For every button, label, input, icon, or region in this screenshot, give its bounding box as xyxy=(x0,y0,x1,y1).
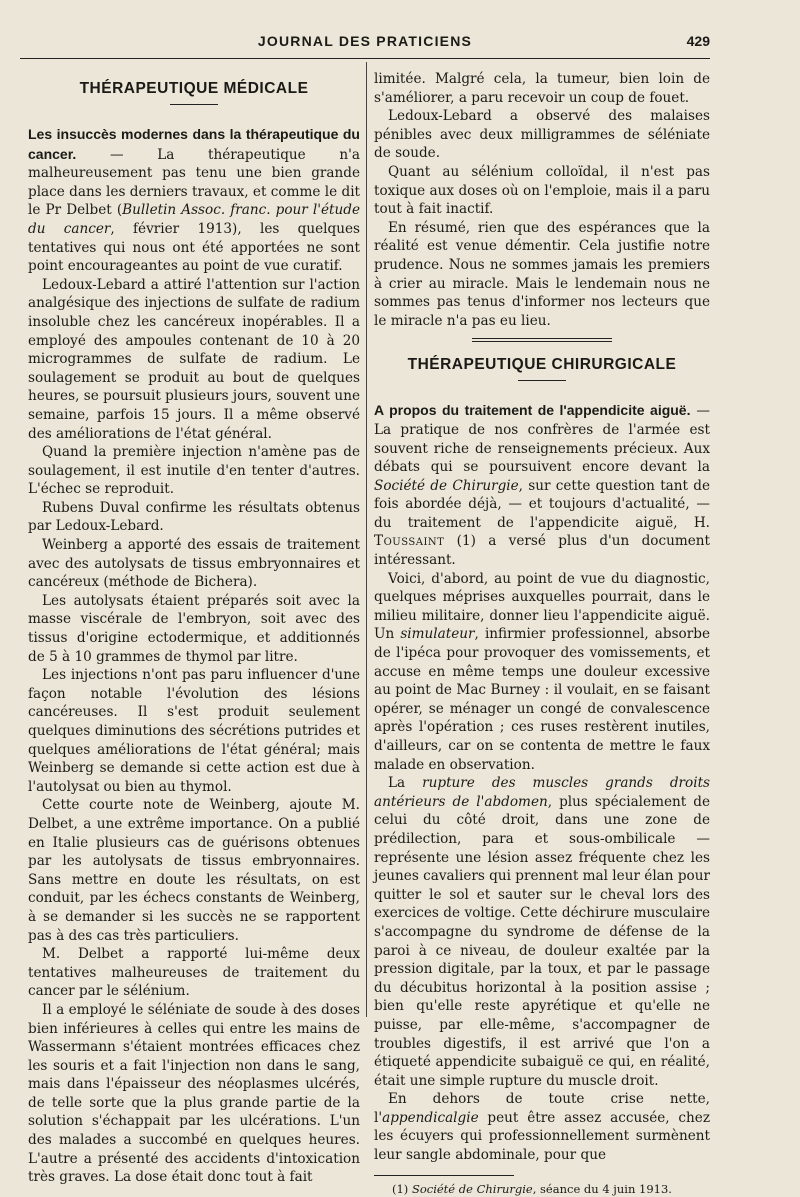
article-title-appendicite: A propos du traitement de l'appendicite aiguë. xyxy=(374,402,691,419)
paragraph: Les injections n'ont pas paru influencer d'une façon notable l'évolution des lésions cancéreuses. Il s'est produit seulement quelques diminutions des sécrétions putrides et quelques améliorations de l'état général; mais Weinberg se demande si cette action est due à l'autolysat ou bien au thymol. xyxy=(28,667,360,795)
paragraph: Les insuccès modernes dans la thérapeutique du cancer. — La thérapeutique n'a malheureusement pas tenu une bien grande place dans les derniers travaux, et comme le dit le Pr Delbet (Bulletin Assoc. franc. pour l'étude du cancer, février 1913), les quelques tentatives qui nous ont été apportées ne sont point encourageantes au point de vue curatif. xyxy=(28,126,360,275)
paragraph: M. Delbet a rapporté lui-même deux tentatives malheureuses de traitement du cancer par le sélénium. xyxy=(28,946,360,1000)
paragraph: Il a employé le séléniate de soude à des doses bien inférieures à celles qui entre les mains de Wassermann s'étaient montrées efficaces chez les souris et a fait l'injection non dans le sang, mais dans l'épaisseur des néoplasmes ulcérés, de telle sorte que la plus grande partie de la solution s'échappait par les ulcérations. L'un des malades a succombé en quelques heures. L'autre a présenté des accidents d'intoxication très graves. La dose était donc tout à fait xyxy=(28,1001,360,1186)
paragraph: Les autolysats étaient préparés soit avec la masse viscérale de l'embryon, soit avec des tissus d'origine ectodermique, et additionnés de 5 à 10 grammes de thymol par litre. xyxy=(28,592,360,665)
column-divider xyxy=(366,62,367,1017)
left-column xyxy=(28,70,360,1187)
paragraph: Rubens Duval confirme les résultats obtenus par Ledoux-Lebard. xyxy=(28,499,360,535)
paragraph: Quand la première injection n'amène pas de soulagement, il est inutile d'en tenter d'autres. L'échec se reproduit. xyxy=(28,444,360,498)
section-rule xyxy=(518,380,566,381)
paragraph: Quant au sélénium colloïdal, il n'est pas toxique aux doses où on l'emploie, mais il a paru tout à fait inactif. xyxy=(374,163,710,218)
paragraph: En résumé, rien que des espérances que la réalité est venue démentir. Cela justifie notre prudence. Nous ne sommes jamais les premiers à crier au miracle. Mais le lendemain nous ne sommes pas tenus d'informer nos lecteurs que le miracle n'a pas eu lieu. xyxy=(374,219,710,329)
citation: Bulletin Assoc. franc. pour l'étude du cancer xyxy=(28,202,360,237)
page-number: 429 xyxy=(686,33,710,49)
paragraph: Ledoux-Lebard a observé des malaises pénibles avec deux milligrammes de séléniate de soude. xyxy=(374,108,710,162)
section-title-chirurgicale: THÉRAPEUTIQUE CHIRURGICALE xyxy=(407,356,677,374)
paragraph: Voici, d'abord, au point de vue du diagnostic, quelques méprises auxquelles pourrait, dans le milieu militaire, donner lieu l'appendicite aiguë. Un simulateur, infirmier professionnel, absorbe de l'ipéca pour provoquer des vomissements, et accuse en même temps une douleur excessive au point de Mac Burney : il voulait, en se faisant opérer, se ménager un congé de convalescence après l'opération ; ces ruses restèrent inutiles, d'ailleurs, car on se contenta de mettre le faux malade en observation. xyxy=(374,570,710,773)
article-title-cancer: Les insuccès modernes dans la thérapeutique du cancer. xyxy=(28,126,360,162)
paragraph: Cette courte note de Weinberg, ajoute M. Delbet, a une extrême importance. On a publié en Italie plusieurs cas de guérisons obtenues par les autolysats de tissus embryonnaires. Sans mettre en doute les résultats, on est conduit, par les échecs constants de Weinberg, à se demander si les succès ne se rapportent pas à des cas très particuliers. xyxy=(28,797,360,944)
paragraph: Ledoux-Lebard a attiré l'attention sur l'action analgésique des injections de sulfate de radium insoluble chez les cancéreux inopérables. Il a employé des ampoules contenant de 10 à 20 microgrammes de sulfate de radium. Le soulagement se produit au bout de quelques heures, se poursuit plusieurs jours, souvent une semaine, parfois 15 jours. Il a même observé des améliorations de l'état général. xyxy=(28,276,360,442)
paragraph: limitée. Malgré cela, la tumeur, bien loin de s'améliorer, a paru recevoir un coup de fouet. xyxy=(374,71,710,106)
footnote-rule xyxy=(374,1175,514,1176)
paragraph: La rupture des muscles grands droits antérieurs de l'abdomen, plus spécialement de celui du côté droit, dans une zone de prédilection, para et sous-ombilicale — représente une lésion assez fréquente chez les jeunes cavaliers qui prennent mal leur élan pour quitter le sol et sauter sur le cheval lors des exercices de voltige. Cette déchirure musculaire s'accompagne du syndrome de défense de la paroi à ce niveau, de douleur exaltée par la pression digitale, par la toux, et par le passage du décubitus horizontal à la position assise ; bien qu'elle reste apyrétique et qu'elle ne puisse, par elle-même, s'accompagner de troubles digestifs, il est arrivé que l'on a étiqueté appendicite subaiguë ce qui, en réalité, était une simple rupture du muscle droit. xyxy=(374,775,711,1089)
header-rule xyxy=(20,58,710,59)
running-header xyxy=(20,30,710,56)
paragraph: A propos du traitement de l'appendicite aiguë. — La pratique de nos confrères de l'armée est souvent riche de renseignements précieux. Aux débats qui se poursuivent encore devant la Société de Chirurgie, sur cette question tant de fois abordée déjà, — et toujours d'actualité, — du traitement de l'appendicite aiguë, H. Toussaint (1) a versé plus d'un document intéressant. xyxy=(374,402,711,569)
author-name: Toussaint xyxy=(374,533,445,550)
section-title-medicale: THÉRAPEUTIQUE MÉDICALE xyxy=(79,80,309,97)
paragraph: En dehors de toute crise nette, l'appendicalgie peut être assez accusée, chez les écuyers qui professionnellement surmènent leur sangle abdominale, pour que xyxy=(374,1091,710,1164)
right-column xyxy=(374,70,710,1197)
paragraph: Weinberg a apporté des essais de traitement avec des autolysats de tissus embryonnaires et cancéreux (méthode de Bichera). xyxy=(28,537,360,591)
section-rule xyxy=(170,104,218,105)
journal-title: JOURNAL DES PRATICIENS xyxy=(257,33,473,49)
footnote: (1) Société de Chirurgie, séance du 4 juin 1913. xyxy=(392,1181,672,1196)
section-separator xyxy=(472,338,612,342)
